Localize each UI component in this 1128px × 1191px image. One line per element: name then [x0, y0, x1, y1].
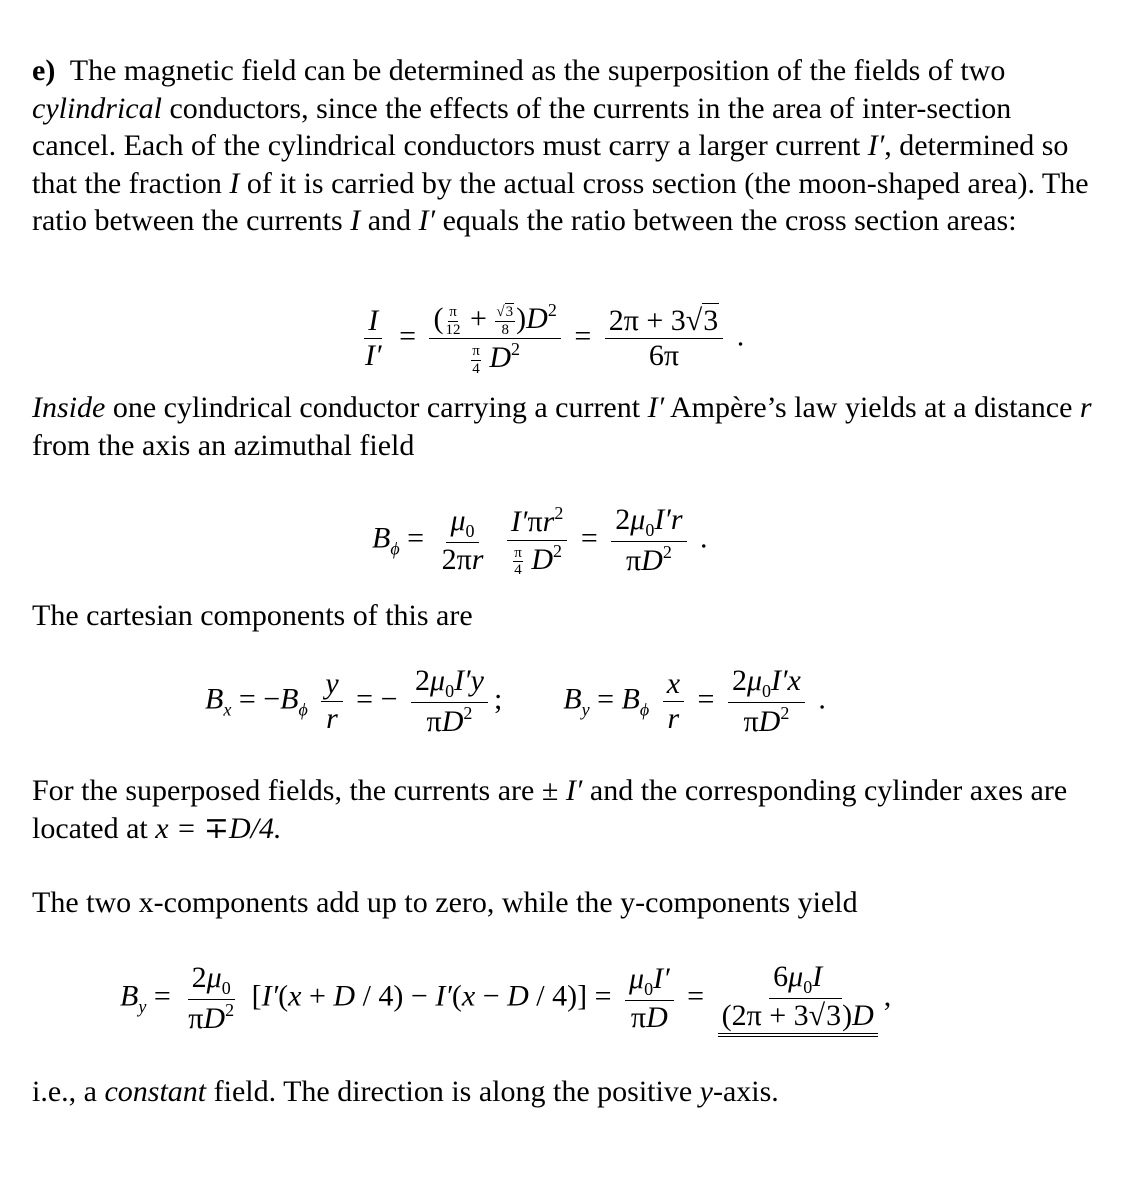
paragraph-components-sum: The two x-components add up to zero, while the y-components yield — [32, 886, 858, 919]
paragraph-cartesian: The cartesian components of this are — [32, 599, 473, 632]
equation-cartesian-components: $B_x = -B_\phi$ $\frac{y}{r}$ = − $\frac{2\mu_0I'y}{\pi D^2}$ ; $B_y = B_\phi$ $\frac{x}{r}$ = $\frac{2\mu_0I'x}{\pi D^2}$ . — [205, 664, 826, 738]
part-label: e) — [32, 54, 56, 87]
paragraph-ampere: Inside one cylindrical conductor carrying a current I′ Ampère’s law yields at a distance r from the axis an azimuthal field — [32, 391, 1092, 462]
equation-resulting-field: $B_y$ = $\frac{2\mu_0}{\pi D^2}$ [I′(x + D / 4) − I′(x − D / 4)] = $\frac{\mu_0I'}{\pi D}$ = $\frac{6\mu_0I}{(2\pi + 3√3)D}$ , — [120, 960, 891, 1037]
equation-current-ratio: $\frac{I}{I'}$ = ( $\frac{\pi}{12}$ + $\frac{√3}{8}$ )$D^2$ $\frac{\pi}{4}$ $D^2$ = $\frac{2\pi + 3√3}{6\pi}$ . — [365, 300, 745, 377]
paragraph-superposition: For the superposed fields, the currents are ± I′ and the corresponding cylinder axes are located at x = ∓D/4. — [32, 774, 1068, 845]
equation-azimuthal-field: $B_\phi$ = $\frac{\mu_0}{2\pi r}$ $I'\pi r^2$ $\frac{\pi}{4}$ $D^2$ = $\frac{2\mu_0I'r}{\pi D^2}$ . — [372, 503, 708, 579]
paragraph-conclusion: i.e., a constant field. The direction is along the positive y-axis. — [32, 1075, 779, 1108]
paragraph-intro: e) The magnetic field can be determined as the superposition of the fields of two cylindrical conductors, since the effects of the currents in the area of inter-section cancel. Each of the cylindrical conductors must carry a larger current I′, determined so that the fraction I of it is carried by the actual cross section (the moon-shaped area). The ratio between the currents I and I′ equals the ratio between the cross section areas: — [32, 54, 1089, 237]
